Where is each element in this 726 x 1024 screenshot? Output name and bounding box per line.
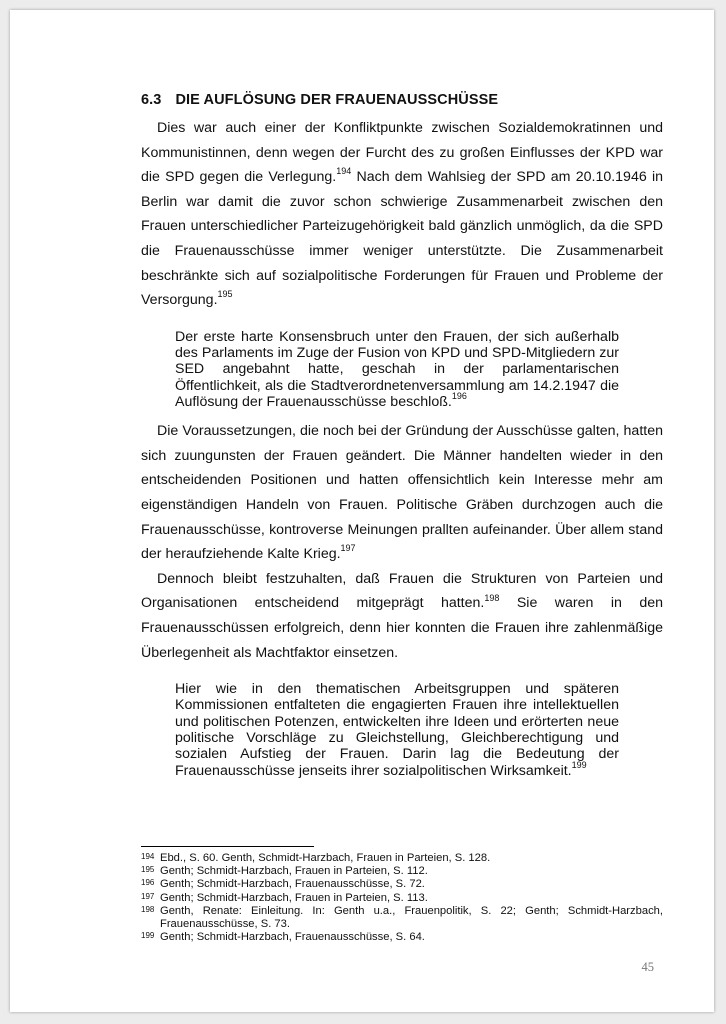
footnote-ref-199[interactable]: 199: [571, 759, 587, 770]
footnote-separator: [141, 846, 314, 847]
footnote-mark: 196: [141, 878, 155, 888]
page-body: [141, 92, 663, 779]
footnote-ref-196[interactable]: 196: [451, 391, 467, 402]
paragraph-1-text-a: Dies war auch einer der Konfliktpunkte zwischen Sozialdemokratinnen und Kommunistinnen, denn wegen der Furcht des zu großen Einflusses der KPD war die SPD gegen die Verlegung.: [141, 120, 663, 186]
footnote-mark: 195: [141, 865, 155, 875]
footnote: [141, 865, 663, 878]
paragraph-3-text-a: Dennoch bleibt festzuhalten, daß Frauen die Strukturen von Parteien und Organisationen entscheidend mitgeprägt hatten.: [141, 570, 663, 612]
footnote-mark: 198: [141, 904, 155, 914]
paragraph-1: [141, 116, 663, 313]
block-quote-1: [175, 329, 619, 410]
footnote: [141, 905, 663, 931]
footnote-text: Genth; Schmidt-Harzbach, Frauen in Parteien, S. 113.: [160, 891, 428, 904]
footnote-text: Genth; Schmidt-Harzbach, Frauenausschüsse, S. 64.: [160, 931, 425, 944]
footnote-text: Genth, Renate: Einleitung. In: Genth u.a., Frauenpolitik, S. 22; Genth; Schmidt-Harzbach, Frauenausschüsse, S. 73.: [160, 904, 663, 931]
paragraph-3: [141, 567, 663, 665]
footnote-ref-198[interactable]: 198: [484, 592, 500, 603]
paragraph-3-text-b: Sie waren in den Frauenausschüssen erfolgreich, denn hier konnten die Frauen ihre zahlenmäßige Überlegenheit als Machtfaktor einsetzen.: [141, 595, 663, 661]
section-number: 6.3: [141, 92, 162, 108]
footnotes: [141, 852, 663, 944]
footnote-text: Ebd., S. 60. Genth, Schmidt-Harzbach, Frauen in Parteien, S. 128.: [160, 852, 491, 864]
footnote-mark: 194: [141, 852, 155, 861]
section-heading: [141, 92, 663, 108]
footnote-mark: 199: [141, 931, 155, 941]
document-page: [10, 10, 714, 1012]
section-title: DIE AUFLÖSUNG DER FRAUENAUSSCHÜSSE: [175, 92, 499, 108]
footnote-ref-197[interactable]: 197: [340, 543, 356, 554]
paragraph-1-text-b: Nach dem Wahlsieg der SPD am 20.10.1946 in Berlin war damit die zuvor schon schwierige Zusammenarbeit zwischen den Frauen unterschiedlicher Parteizugehörigkeit bald gänzlich unmöglich, da die SPD die Frauenausschüsse immer weniger unterstützte. Die Zusammenarbeit beschränkte sich auf sozialpolitische Forderungen für Frauen und Probleme der Versorgung.: [141, 169, 663, 309]
footnote: [141, 852, 663, 865]
page-number: 45: [641, 960, 654, 974]
footnote: [141, 892, 663, 905]
paragraph-2-text: Die Voraussetzungen, die noch bei der Gründung der Ausschüsse galten, hatten sich zuungunsten der Frauen geändert. Die Männer handelten wieder in den entscheidenden Positionen und hatten offensichtlich kein Interesse mehr am eigenständigen Handeln von Frauen. Politische Gräben durchzogen auch die Frauenausschüsse, kontroverse Meinungen prallten aufeinander. Über allem stand der heraufziehende Kalte Krieg.: [141, 423, 663, 563]
footnote-mark: 197: [141, 891, 155, 901]
footnote-text: Genth; Schmidt-Harzbach, Frauenausschüsse, S. 72.: [160, 878, 425, 891]
footnote: [141, 931, 663, 944]
footnote-text: Genth; Schmidt-Harzbach, Frauen in Parteien, S. 112.: [160, 865, 428, 878]
block-quote-2: [175, 681, 619, 779]
footnote-ref-195[interactable]: 195: [217, 289, 233, 300]
footnote: [141, 878, 663, 891]
footnote-ref-194[interactable]: 194: [336, 166, 352, 177]
block-quote-2-text: Hier wie in den thematischen Arbeitsgruppen und späteren Kommissionen entfalteten die engagierten Frauen ihre intellektuellen und politischen Potenzen, entwickelten ihre Ideen und erörterten neue politische Vorschläge zu Gleichstellung, Gleichberechtigung und sozialen Aufstieg der Frauen. Darin lag die Bedeutung der Frauenausschüsse jenseits ihrer sozialpolitischen Wirksamkeit.: [175, 681, 619, 779]
block-quote-1-text: Der erste harte Konsensbruch unter den Frauen, der sich außerhalb des Parlaments im Zuge der Fusion von KPD und SPD-Mitgliedern zur SED angebahnt hatte, geschah in der parlamentarischen Öffentlichkeit, als die Stadtverordnetenversammlung am 14.2.1947 die Auflösung der Frauenausschüsse beschloß.: [175, 328, 619, 410]
paragraph-2: [141, 419, 663, 567]
